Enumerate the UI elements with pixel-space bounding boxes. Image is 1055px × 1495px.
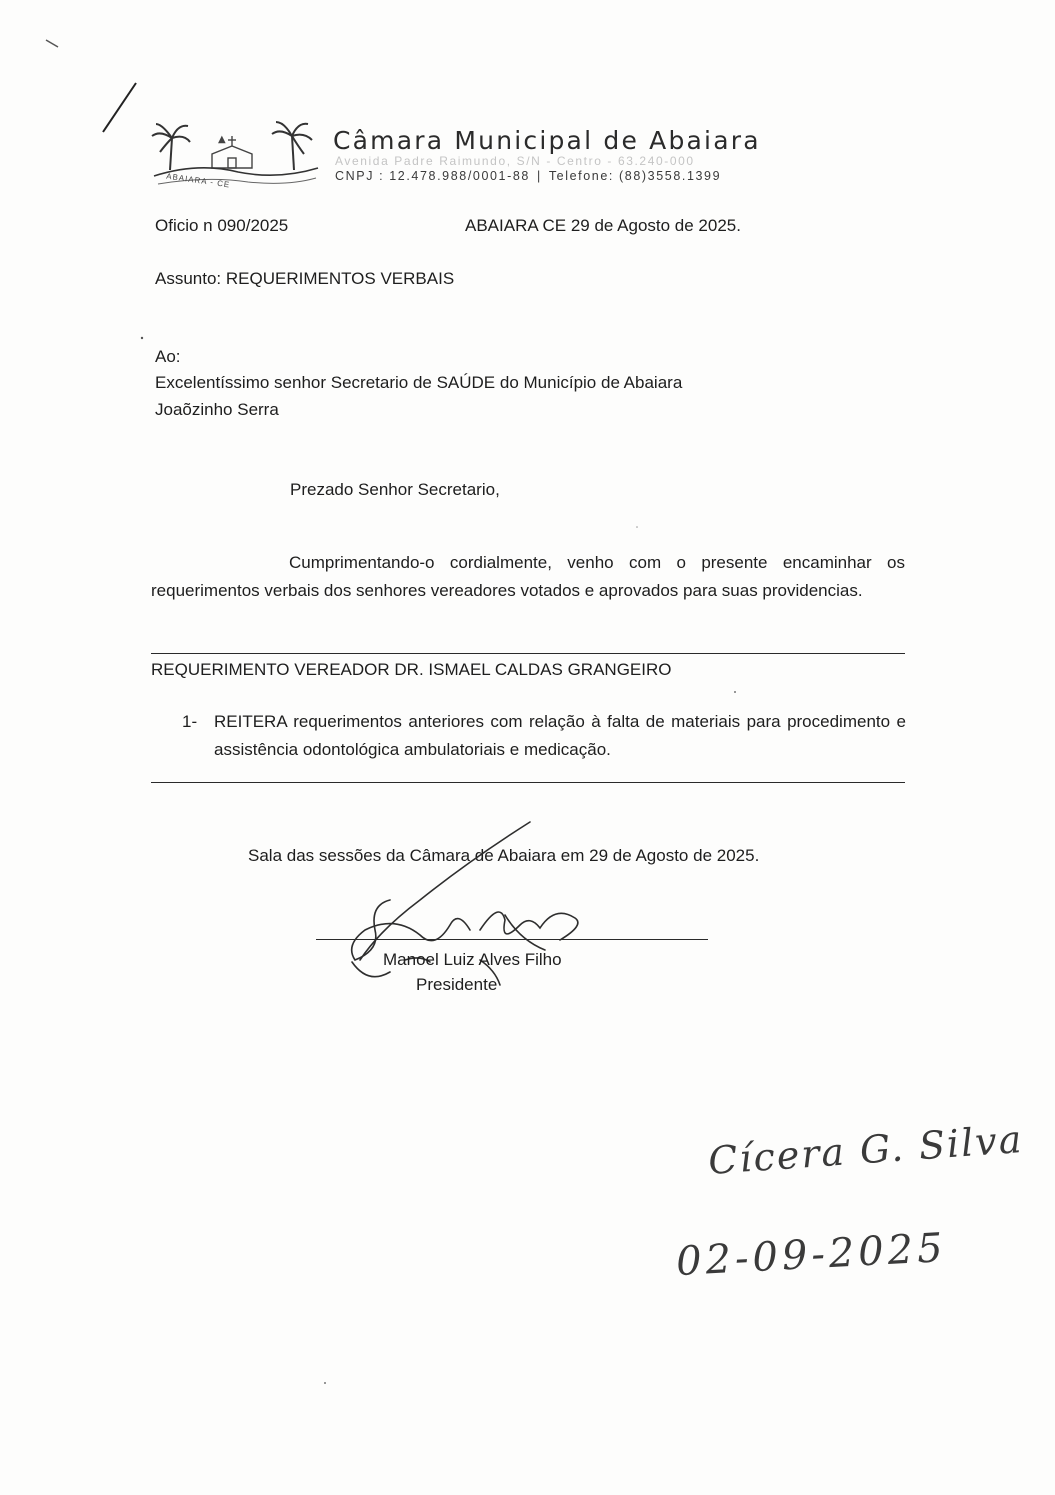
section-divider-top: [151, 653, 905, 654]
body-paragraph-text: Cumprimentando-o cordialmente, venho com o presente encaminhar os requerimentos verbais dos senhores vereadores votados e aprovados para suas providencias.: [151, 553, 905, 600]
organization-name: Câmara Municipal de Abaiara: [333, 126, 761, 155]
scan-speck: [734, 691, 736, 693]
contact-separator: |: [536, 169, 542, 183]
body-paragraph: [151, 549, 905, 604]
requirement-item-text: requerimentos anteriores com relação à falta de materiais para procedimento e assistência odontológica ambulatoriais e medicação.: [214, 712, 906, 759]
handwritten-receiver-name: Cícera G. Silva: [706, 1117, 1025, 1183]
municipal-logo: [148, 118, 326, 196]
recipient-to: Ao:: [155, 347, 181, 366]
signature-line: [316, 939, 708, 940]
requirement-item-body: [214, 708, 906, 764]
requirement-item-keyword: REITERA: [214, 712, 287, 731]
closing-statement: Sala das sessões da Câmara de Abaiara em 29 de Agosto de 2025.: [248, 846, 760, 865]
scan-speck: [46, 40, 58, 47]
subject: Assunto: REQUERIMENTOS VERBAIS: [155, 269, 455, 288]
cnpj: CNPJ : 12.478.988/0001-88: [335, 169, 530, 183]
requirement-item: [182, 708, 906, 764]
requirement-heading: REQUERIMENTO VEREADOR DR. ISMAEL CALDAS GRANGEIRO: [151, 660, 672, 679]
requirement-item-number: 1-: [182, 712, 198, 731]
salutation: Prezado Senhor Secretario,: [290, 480, 500, 499]
signatory-role: Presidente: [416, 975, 498, 994]
scan-speck: [324, 1382, 326, 1384]
signatory-name: Manoel Luiz Alves Filho: [383, 950, 562, 969]
scan-speck: [636, 526, 638, 528]
section-divider-bottom: [151, 782, 905, 783]
organization-contact: [335, 169, 721, 183]
oficio-number: Oficio n 090/2025: [155, 216, 289, 235]
place-date: ABAIARA CE 29 de Agosto de 2025.: [465, 216, 741, 235]
organization-address: Avenida Padre Raimundo, S/N - Centro - 63.240-000: [335, 154, 695, 168]
scan-speck: [141, 337, 143, 339]
recipient-title: Excelentíssimo senhor Secretario de SAÚDE do Município de Abaiara: [155, 373, 683, 392]
logo-caption: ABAIARA - CE: [165, 171, 231, 190]
phone: Telefone: (88)3558.1399: [548, 169, 722, 183]
handwritten-receipt-date: 02-09-2025: [674, 1224, 948, 1286]
pen-stroke-mark: [103, 83, 136, 132]
recipient-name: Joaõzinho Serra: [155, 400, 279, 419]
svg-text:▲: ▲: [218, 134, 226, 145]
